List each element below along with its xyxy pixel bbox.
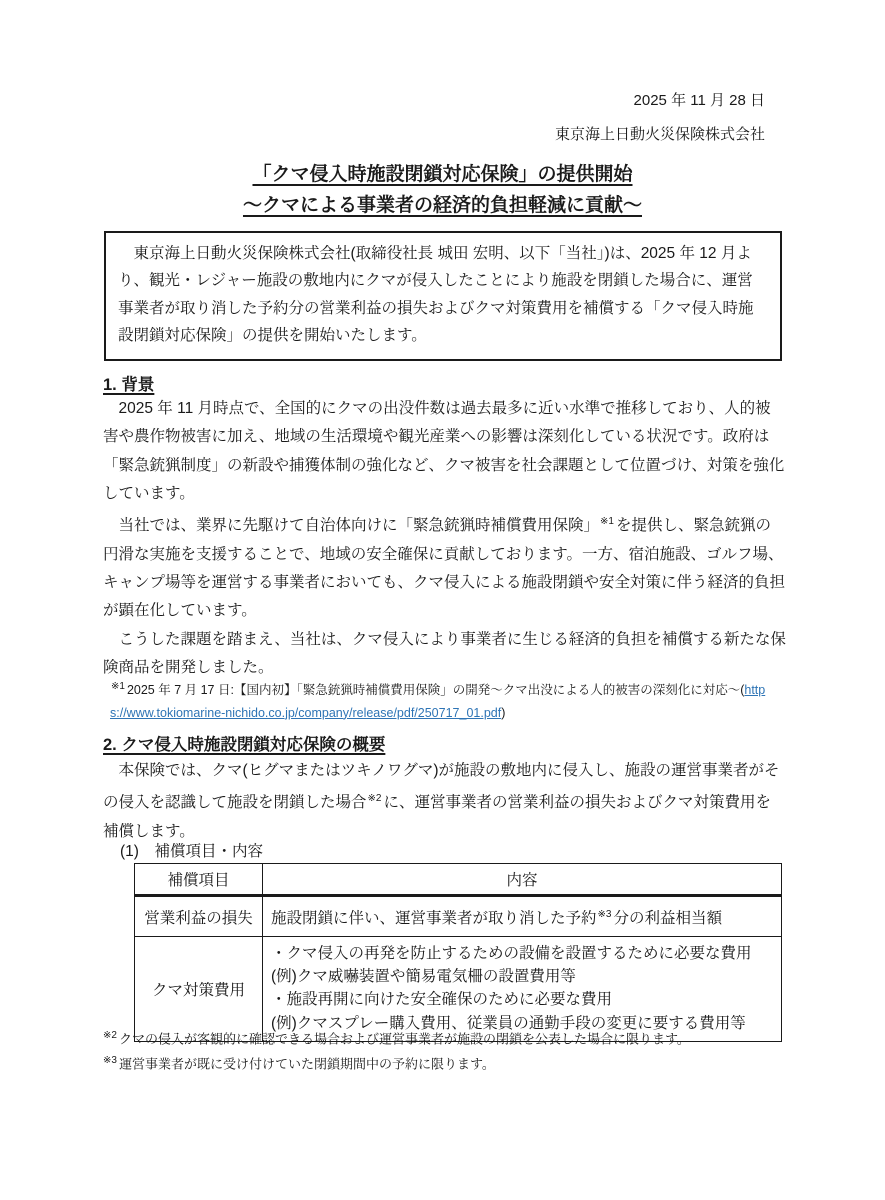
section1-paragraph-2: 当社では、業界に先駆けて自治体向けに「緊急銃猟時補償費用保険」$^{※1}$ を提供し、緊急銃猟の円滑な実施を支援することで、地域の安全確保に貢献しております。一方、宿泊施設、ゴルフ場、キャンプ場等を運営する事業者においても、クマ侵入による施設閉鎖や安全対策に伴う経済的負担が顕在化しています。 xyxy=(103,516,786,620)
row2-line: (例)クマスプレー購入費用、従業員の通勤手段の変更に要する費用等 xyxy=(271,1014,746,1032)
footnote-1 xyxy=(110,676,778,724)
footnote-ref-2: ※2 xyxy=(367,793,382,805)
column-header-content: 内容 xyxy=(263,864,782,896)
footnote-2: $^{※2}$ クマの侵入が客観的に確認できる場合および運営事業者が施設の閉鎖を公表した場合に限ります。 xyxy=(103,1030,690,1047)
release-date: 2025 年 11 月 28 日 xyxy=(633,92,765,109)
row2-item: クマ対策費用 xyxy=(135,937,263,1042)
coverage-item-label: (1) 補償項目・内容 xyxy=(120,843,263,860)
footnote-2-marker: ※2 xyxy=(103,1030,117,1041)
section1-heading: 1. 背景 xyxy=(103,376,155,394)
lead-summary-text: 東京海上日動火災保険株式会社(取締役社長 城田 宏明、以下「当社」)は、2025 年 12 月より、観光・レジャー施設の敷地内にクマが侵入したことにより施設を閉鎖した場合に、運営事業者が取り消した予約分の営業利益の損失およびクマ対策費用を補償する「クマ侵入時施設閉鎖対応保険」の提供を開始いたします。 xyxy=(118,245,754,345)
lead-summary-box xyxy=(104,231,782,361)
table-row xyxy=(135,896,782,937)
row2-line: ・クマ侵入の再発を防止するための設備を設置するために必要な費用 xyxy=(271,945,752,962)
row1-item: 営業利益の損失 xyxy=(135,896,263,937)
row2-line: ・施設再開に向けた安全確保のために必要な費用 xyxy=(271,991,613,1009)
row1-description: 施設閉鎖に伴い、運営事業者が取り消した予約$^{※3}$ 分の利益相当額 xyxy=(263,896,782,937)
footnote-1-text: 2025 年 7 月 17 日:【国内初】「緊急銃猟時補償費用保険」の開発～クマ出没による人的被害の深刻化に対応～( xyxy=(126,683,745,698)
document-subtitle: ～クマによる事業者の経済的負担軽減に貢献～ xyxy=(242,195,642,216)
section1-paragraph-1: 2025 年 11 月時点で、全国的にクマの出没件数は過去最多に近い水準で推移しており、人的被害や農作物被害に加え、地域の生活環境や観光産業への影響は深刻化している状況です。政府は「緊急銃猟制度」の新設や捕獲体制の強化など、クマ被害を社会課題として位置づけ、対策を強化しています。 xyxy=(103,400,785,502)
column-header-item: 補償項目 xyxy=(135,864,263,896)
section1-body xyxy=(103,395,786,682)
title-block xyxy=(0,163,885,225)
document-title: 「クマ侵入時施設閉鎖対応保険」の提供開始 xyxy=(252,164,633,185)
company-name: 東京海上日動火災保険株式会社 xyxy=(554,126,765,143)
footnote-ref-1: ※1 xyxy=(600,516,614,528)
section2-heading: 2. クマ侵入時施設閉鎖対応保険の概要 xyxy=(103,736,386,754)
footnote-3: $^{※3}$ 運営事業者が既に受け付けていた閉鎖期間中の予約に限ります。 xyxy=(103,1054,495,1072)
coverage-table xyxy=(134,863,782,1042)
section1-paragraph-3: こうした課題を踏まえ、当社は、クマ侵入により事業者に生じる経済的負担を補償する新たな保険商品を開発しました。 xyxy=(103,630,786,676)
bottom-footnotes xyxy=(102,1025,797,1075)
footnote-3-marker: ※3 xyxy=(103,1054,117,1066)
section2-body xyxy=(103,757,786,846)
row2-line: (例)クマ威嚇装置や簡易電気柵の設置費用等 xyxy=(271,968,576,986)
table-header-row xyxy=(135,864,782,896)
header-meta xyxy=(555,92,765,144)
press-release-link[interactable]: https://www.tokiomarine-nichido.co.jp/company/release/pdf/250717_01.pdf xyxy=(110,683,766,720)
section2-intro: 本保険では、クマ(ヒグマまたはツキノワグマ)が施設の敷地内に侵入し、施設の運営事業者がその侵入を認識して施設を閉鎖した場合$^{※2}$ に、運営事業者の営業利益の損失およびクマ対策費用を補償します。 xyxy=(103,762,780,840)
footnote-1-marker: ※1 xyxy=(111,681,125,692)
footnote-ref-3: ※3 xyxy=(597,908,612,920)
footnote-1-close: ) xyxy=(501,705,506,720)
